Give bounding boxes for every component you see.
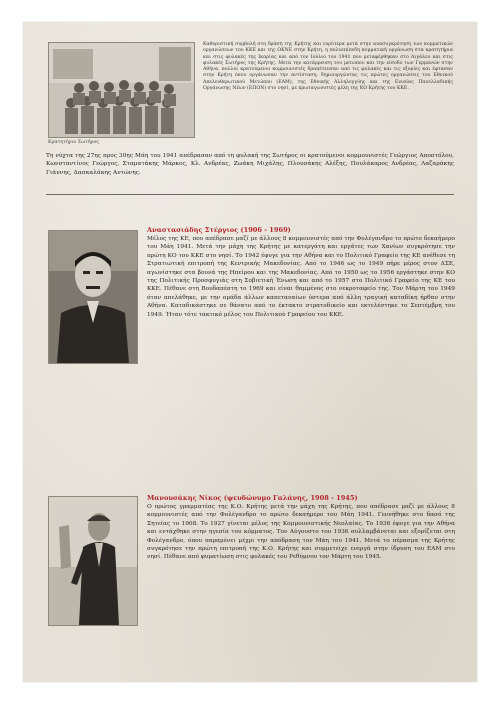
- top-paragraph: Καθοριστική συμβολή στη δράση της Κρήτης και ευρύτερα μετά στην ανασυγκρότηση των κομματικών οργανώσεων του ΚΚΕ και της ΟΚΝΕ στην Κρήτη, η πολυεπίπεδη κομματική οργάνωση στα κρατητήρια και στις φυλακές της Ικαρίας και από τον Ιούλιο του 1941 που μεταφέρθηκαν στο Αιγάλεο και στις φυλακές Σωτήρος της Κρήτης. Μετά την κατάρρευση του μετώπου και την είσοδο των Γερμανών στην Αθήνα, πολλοί κρατούμενοι κομμουνιστές δραπέτευσαν από τις φυλακές και τις εξορίες και έφτασαν στην Κρήτη όπου οργάνωσαν την αντίσταση, δημιουργώντας τις πρώτες οργανώσεις του Εθνικού Απελευθερωτικού Μετώπου (ΕΑΜ), της Εθνικής Αλληλεγγύης και της Ενιαίας Πανελλαδικής Οργάνωσης Νέων (ΕΠΟΝ) στο νησί, με πρωταγωνιστές μέλη της ΚΟ Κρήτης του ΚΚΕ.: [203, 42, 453, 92]
- bio-text-manousakis: Ο πρώτος γραμματέας της Κ.Ο. Κρήτης μετά την μάχη της Κρήτης, που απέδρασε μαζί με άλλους 8 κομμουνιστές από την Φολέγανδρο το πρώτο δεκαήμερο του Μάη 1941. Γεννήθηκε στο δασό της Σητείας το 1908. Το 1927 γίνεται μέλος της Κομμουνιστικής Νεολαίας. Το 1936 έφυγε για την Αθήνα και εντάχθηκε στην ηγεσία του κόμματος. Τον Αύγουστο του 1936 συλλαμβάνεται και εξορίζεται στη Φολέγανδρο, όπου παραμένει μέχρι την απόδραση τον Μάη του 1941. Μετά το πέρασμα της Κρήτης συγκρότησε την πρώτη επιτροπή της Κ.Ο. Κρήτης και συμμετείχε ενεργά στην ίδρυση του ΕΑΜ στο νησί. Πέθανε από φυματίωση στις φυλακές του Ρεθύμνου τον Μάρτη του 1945.: [147, 504, 455, 561]
- section-divider: [46, 194, 454, 195]
- bio-text-anastasiadis: Μέλος της ΚΕ, που απέδρασε μαζί με άλλους 8 κομμουνιστές από την Φολέγανδρο το πρώτο δεκαήμερο του Μάη 1941. Μετά την μάχη της Κρήτης με κατεργάτη και εργάτες των Χανίων συγκρότησε την πρώτη ΚΟ του ΚΚΕ στο νησί. Το 1942 έφυγε για την Αθήνα και το Πολιτικό Γραφείο της ΚΕ ανέθεσε τη Στρατιωτική επιτροπή της Κεντρικής Μακεδονίας. Από το 1946 ως το 1949 πήρε μέρος στον ΔΣΕ, αγωνίστηκε στα βουνά της Ηπείρου και της Μακεδονίας. Από το 1950 ως το 1956 εργάστηκε στην ΚΟ της Πολιτικής Προσφυγιάς στη Σοβιετική Ένωση και από το 1957 στο Πολιτικό Γραφείο της ΚΕ του ΚΚΕ. Πέθανε στη Βουδαπέστη το 1969 και είναι θαμμένος στο νεκροταφείο της. Τον Μάρτη του 1949 όταν απελάθηκε, με την ομάδα άλλων καπεταναίων ύστερα από άλλη τραγική καταδίκη ήρθαν στην Αθήνα. Καταδικάστηκε σε θάνατο από το έκτακτο στρατοδικείο και εκτελέστηκε το Σεπτέμβρη του 1949. Ήταν τότε τακτικό μέλος του Πολιτικού Γραφείου του ΚΚΕ.: [147, 236, 455, 318]
- group-photo-caption: Κρατητήριο Σωτήρος: [48, 140, 100, 145]
- portrait-anastasiadis: [48, 230, 138, 364]
- portrait-manousakis-image: [49, 497, 137, 625]
- bio-heading-manousakis: Μανουσάκης Νίκος (ψευδώνυμο Γαλάνης, 1908 - 1945): [147, 494, 358, 502]
- portrait-anastasiadis-image: [49, 231, 137, 363]
- bio-heading-anastasiadis: Αναστασιάδης Στέργιος (1906 - 1969): [147, 226, 291, 234]
- group-photo: [48, 42, 195, 138]
- page-sheet: [23, 22, 477, 682]
- portrait-manousakis: [48, 496, 138, 626]
- intro-paragraph: Τη νύχτα της 27ης προς 30ης Μάη του 1941 απέδρασαν από τη φυλακή της Σωτήρος οι κρατούμενοι κομμουνιστές Γεώργιος Αποστόλου, Κωνσταντίνος Γεώργος, Σταματάκης Μάρκος, Κλ. Ανδρέας, Ζωάκη Μιχάλης, Πλουσάκης Αλέξης, Πουλάκαρος Ανδρέας, Λαζαράκης Γιάννης, Δασκαλάκης Αντώνης.: [46, 153, 454, 176]
- group-photo-image: [49, 43, 194, 137]
